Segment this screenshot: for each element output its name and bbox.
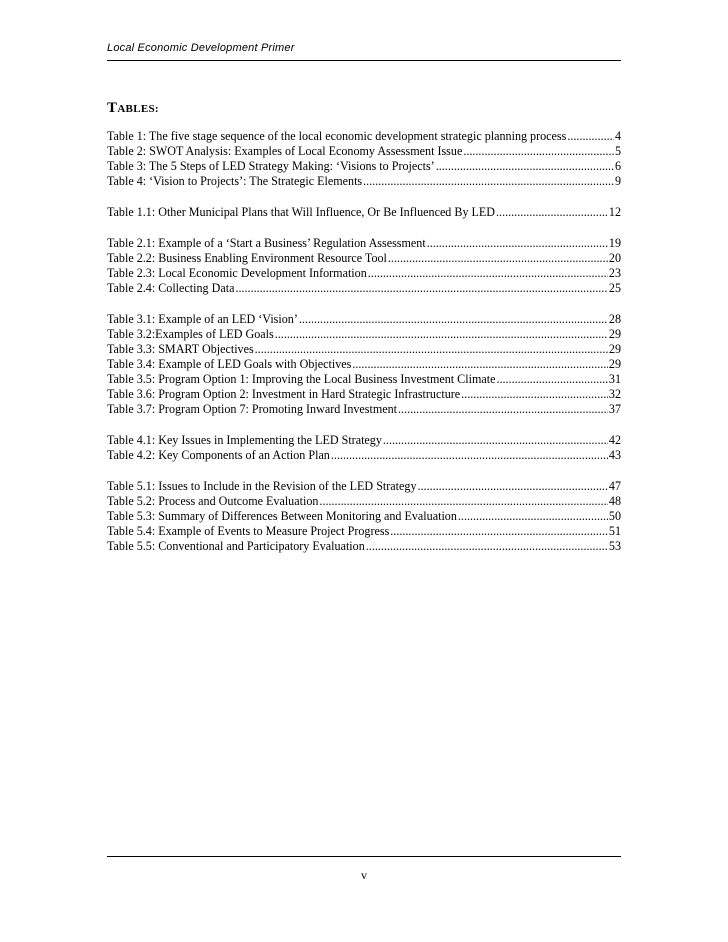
toc-dot-leader [299,312,608,327]
toc-entry[interactable] [107,144,621,159]
toc-entry-title: Table 3.7: Program Option 7: Promoting Inward Investment [107,402,398,416]
toc-entry-page: 28 [608,312,621,326]
toc-entry-title: Table 2.4: Collecting Data [107,281,235,295]
table-group [107,312,621,417]
toc-entry-title: Table 1.1: Other Municipal Plans that Will Influence, Or Be Influenced By LED [107,205,496,219]
toc-dot-leader [388,251,608,266]
table-group [107,479,621,554]
toc-dot-leader [496,372,607,387]
table-group [107,236,621,296]
toc-entry-title: Table 2.2: Business Enabling Environment Resource Tool [107,251,387,265]
toc-dot-leader [436,159,614,174]
toc-entry[interactable] [107,402,621,417]
toc-entry[interactable] [107,281,621,296]
toc-entry-page: 9 [614,174,621,188]
toc-entry[interactable] [107,357,621,372]
toc-entry-title: Table 3.4: Example of LED Goals with Objectives [107,357,352,371]
toc-entry-title: Table 2.3: Local Economic Development Information [107,266,367,280]
toc-entry[interactable] [107,494,621,509]
toc-entry[interactable] [107,236,621,251]
toc-entry-page: 5 [614,144,621,158]
toc-entry-title: Table 5.3: Summary of Differences Between Monitoring and Evaluation [107,509,457,523]
section-title [107,100,159,117]
toc-entry-page: 51 [608,524,621,538]
toc-dot-leader [331,448,608,463]
toc-dot-leader [235,281,607,296]
toc-entry[interactable] [107,479,621,494]
toc-entry-page: 6 [614,159,621,173]
toc-dot-leader [427,236,608,251]
toc-dot-leader [275,327,608,342]
toc-entry-page: 4 [614,129,621,143]
toc-entry-title: Table 5.1: Issues to Include in the Revision of the LED Strategy [107,479,417,493]
toc-dot-leader [463,144,614,159]
toc-entry-page: 37 [608,402,621,416]
toc-entry-page: 53 [608,539,621,553]
toc-entry-page: 29 [608,357,621,371]
toc-entry-title: Table 3.5: Program Option 1: Improving the Local Business Investment Climate [107,372,496,386]
toc-dot-leader [390,524,608,539]
toc-entry-page: 50 [608,509,621,523]
toc-entry-page: 29 [608,327,621,341]
toc-entry[interactable] [107,251,621,266]
toc-entry-page: 29 [608,342,621,356]
toc-entry[interactable] [107,205,621,220]
toc-dot-leader [418,479,608,494]
toc-entry[interactable] [107,159,621,174]
toc-entry-title: Table 3: The 5 Steps of LED Strategy Making: ‘Visions to Projects’ [107,159,435,173]
toc-dot-leader [319,494,607,509]
section-title-rest: ABLES: [117,103,159,115]
toc-entry[interactable] [107,509,621,524]
toc-entry[interactable] [107,174,621,189]
toc-entry-page: 42 [608,433,621,447]
toc-entry[interactable] [107,539,621,554]
header-rule [107,60,621,61]
toc-entry-page: 32 [608,387,621,401]
toc-entry-page: 19 [608,236,621,250]
toc-dot-leader [461,387,608,402]
toc-entry-page: 43 [608,448,621,462]
toc-entry[interactable] [107,372,621,387]
toc-entry-title: Table 3.2:Examples of LED Goals [107,327,274,341]
toc-entry-page: 23 [608,266,621,280]
toc-entry-page: 20 [608,251,621,265]
toc-entry[interactable] [107,266,621,281]
toc-entry-title: Table 3.3: SMART Objectives [107,342,254,356]
toc-entry[interactable] [107,433,621,448]
toc-entry-title: Table 5.2: Process and Outcome Evaluation [107,494,319,508]
toc-entry[interactable] [107,387,621,402]
toc-entry-page: 25 [608,281,621,295]
toc-entry-title: Table 5.4: Example of Events to Measure Project Progress [107,524,390,538]
toc-entry-page: 47 [608,479,621,493]
running-header: Local Economic Development Primer [107,42,295,54]
toc-entry-title: Table 2: SWOT Analysis: Examples of Local Economy Assessment Issue [107,144,463,158]
toc-entry-title: Table 4: ‘Vision to Projects’: The Strategic Elements [107,174,363,188]
footer-rule [107,856,621,857]
toc-entry[interactable] [107,524,621,539]
section-title-initial: T [107,100,118,116]
toc-entry[interactable] [107,327,621,342]
toc-dot-leader [255,342,608,357]
toc-entry-title: Table 5.5: Conventional and Participatory Evaluation [107,539,365,553]
table-group [107,205,621,220]
toc-entry[interactable] [107,448,621,463]
toc-entry[interactable] [107,312,621,327]
toc-dot-leader [496,205,608,220]
toc-entry[interactable] [107,129,621,144]
toc-dot-leader [363,174,614,189]
toc-entry-title: Table 1: The five stage sequence of the local economic development strategic planning process [107,129,567,143]
table-list [107,129,621,570]
table-group [107,129,621,189]
toc-entry-title: Table 3.1: Example of an LED ‘Vision’ [107,312,298,326]
table-group [107,433,621,463]
toc-dot-leader [352,357,608,372]
toc-dot-leader [458,509,608,524]
toc-entry-page: 12 [608,205,621,219]
toc-entry-title: Table 4.1: Key Issues in Implementing the LED Strategy [107,433,382,447]
toc-entry-title: Table 3.6: Program Option 2: Investment in Hard Strategic Infrastructure [107,387,461,401]
toc-dot-leader [368,266,608,281]
toc-dot-leader [567,129,614,144]
toc-dot-leader [398,402,608,417]
toc-entry-page: 48 [608,494,621,508]
toc-entry-page: 31 [608,372,621,386]
toc-entry[interactable] [107,342,621,357]
toc-dot-leader [383,433,608,448]
page-number: v [361,868,367,882]
toc-entry-title: Table 2.1: Example of a ‘Start a Business’ Regulation Assessment [107,236,426,250]
toc-dot-leader [366,539,608,554]
toc-entry-title: Table 4.2: Key Components of an Action Plan [107,448,330,462]
